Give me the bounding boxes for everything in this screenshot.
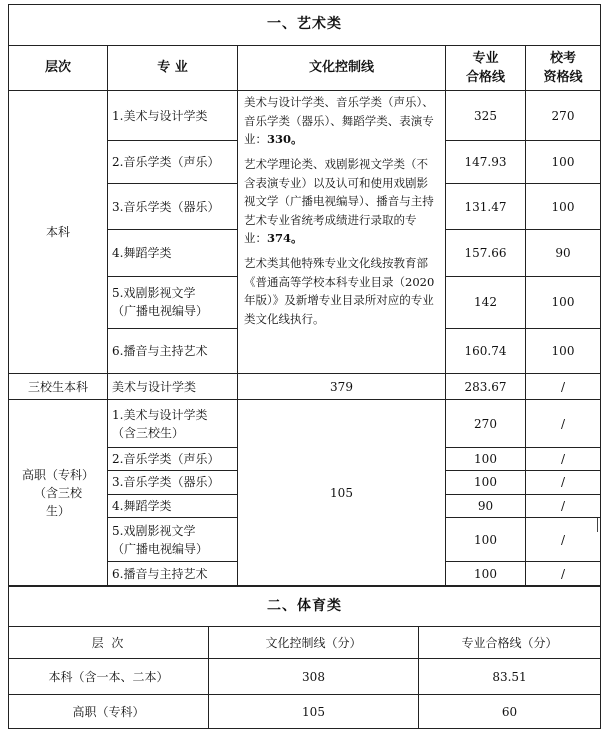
pro-line-value: 283.67 (446, 373, 526, 400)
sports-header-row (9, 627, 601, 659)
culture-para-3: 艺术类其他特殊专业文化线按教育部《普通高等学校本科专业目录（2020年版）》及新增专业目录所对应的专业类文化线执行。 (244, 256, 435, 326)
pro-line-value: 142 (446, 276, 526, 328)
header-major: 专 业 (108, 45, 238, 90)
school-line-value: 90 (526, 230, 601, 276)
pro-line-value: 100 (446, 471, 526, 495)
header-school-line (526, 45, 601, 90)
major-cell: 4.舞蹈学类 (108, 230, 238, 276)
sports-level: 本科（含一本、二本） (9, 659, 209, 695)
sports-pro-value: 83.51 (419, 659, 601, 695)
school-line-value: / (526, 471, 601, 495)
culture-line-value: 379 (238, 373, 446, 400)
header-school-line-2: 资格线 (543, 70, 583, 86)
pro-line-value: 100 (446, 447, 526, 471)
major-cell: 4.舞蹈学类 (108, 494, 238, 518)
sports-header-culture: 文化控制线（分） (209, 627, 419, 659)
edge-mark (597, 518, 598, 532)
school-line-value: 100 (526, 328, 601, 373)
school-line-value: 100 (526, 276, 601, 328)
school-line-value: / (526, 518, 601, 562)
header-culture-line: 文化控制线 (238, 45, 446, 90)
sports-culture-value: 105 (209, 695, 419, 729)
school-line-value: / (526, 400, 601, 447)
header-level: 层次 (9, 45, 108, 90)
major-cell: 1.美术与设计学类 （含三校生） (108, 400, 238, 447)
benke-culture-line (238, 91, 446, 374)
major-cell: 1.美术与设计学类 (108, 91, 238, 141)
pro-line-value: 100 (446, 562, 526, 586)
pro-line-value: 157.66 (446, 230, 526, 276)
table-row (9, 400, 601, 447)
table-row (9, 659, 601, 695)
major-cell: 3.音乐学类（器乐） (108, 471, 238, 495)
art-section-title: 一、艺术类 (9, 5, 601, 46)
sports-score-table (8, 586, 601, 729)
level-benke: 本科 (9, 91, 108, 374)
sports-culture-value: 308 (209, 659, 419, 695)
major-cell: 2.音乐学类（声乐） (108, 141, 238, 184)
sports-header-level: 层 次 (9, 627, 209, 659)
school-line-value: 270 (526, 91, 601, 141)
pro-line-value: 147.93 (446, 141, 526, 184)
sports-header-pro: 专业合格线（分） (419, 627, 601, 659)
major-cell: 3.音乐学类（器乐） (108, 184, 238, 230)
culture-para-2: 艺术学理论类、戏剧影视文学类（不含表演专业）以及认可和使用戏剧影视文学（广播电视编导）、播音与主持艺术专业省统考成绩进行录取的专业：374。 (244, 156, 434, 246)
art-header-row (9, 45, 601, 90)
pro-line-value: 160.74 (446, 328, 526, 373)
pro-line-value: 270 (446, 400, 526, 447)
header-pro-line (446, 45, 526, 90)
sports-section-title: 二、体育类 (9, 587, 601, 627)
table-row (9, 91, 601, 141)
pro-line-value: 100 (446, 518, 526, 562)
table-row (9, 695, 601, 729)
header-pro-line-2: 合格线 (465, 70, 505, 86)
pro-line-value: 325 (446, 91, 526, 141)
table-row (9, 373, 601, 400)
major-cell: 6.播音与主持艺术 (108, 562, 238, 586)
major-cell: 5.戏剧影视文学 （广播电视编导） (108, 276, 238, 328)
school-line-value: / (526, 562, 601, 586)
major-cell: 2.音乐学类（声乐） (108, 447, 238, 471)
culture-para-1: 美术与设计学类、音乐学类（声乐）、音乐学类（器乐）、舞蹈学类、表演专业：330。 (244, 95, 434, 147)
gaozhi-culture-line: 105 (238, 400, 446, 586)
school-line-value: / (526, 373, 601, 400)
major-cell: 5.戏剧影视文学 （广播电视编导） (108, 518, 238, 562)
major-cell: 6.播音与主持艺术 (108, 328, 238, 373)
major-cell: 美术与设计学类 (108, 373, 238, 400)
school-line-value: 100 (526, 184, 601, 230)
level-gaozhi: 高职（专科） （含三校 生） (9, 400, 108, 586)
pro-line-value: 131.47 (446, 184, 526, 230)
art-score-table (8, 4, 601, 586)
header-pro-line-1: 专业 (472, 50, 499, 66)
school-line-value: / (526, 494, 601, 518)
sports-pro-value: 60 (419, 695, 601, 729)
sports-level: 高职（专科） (9, 695, 209, 729)
school-line-value: / (526, 447, 601, 471)
school-line-value: 100 (526, 141, 601, 184)
level-sanxiao: 三校生本科 (9, 373, 108, 400)
pro-line-value: 90 (446, 494, 526, 518)
header-school-line-1: 校考 (550, 50, 577, 66)
